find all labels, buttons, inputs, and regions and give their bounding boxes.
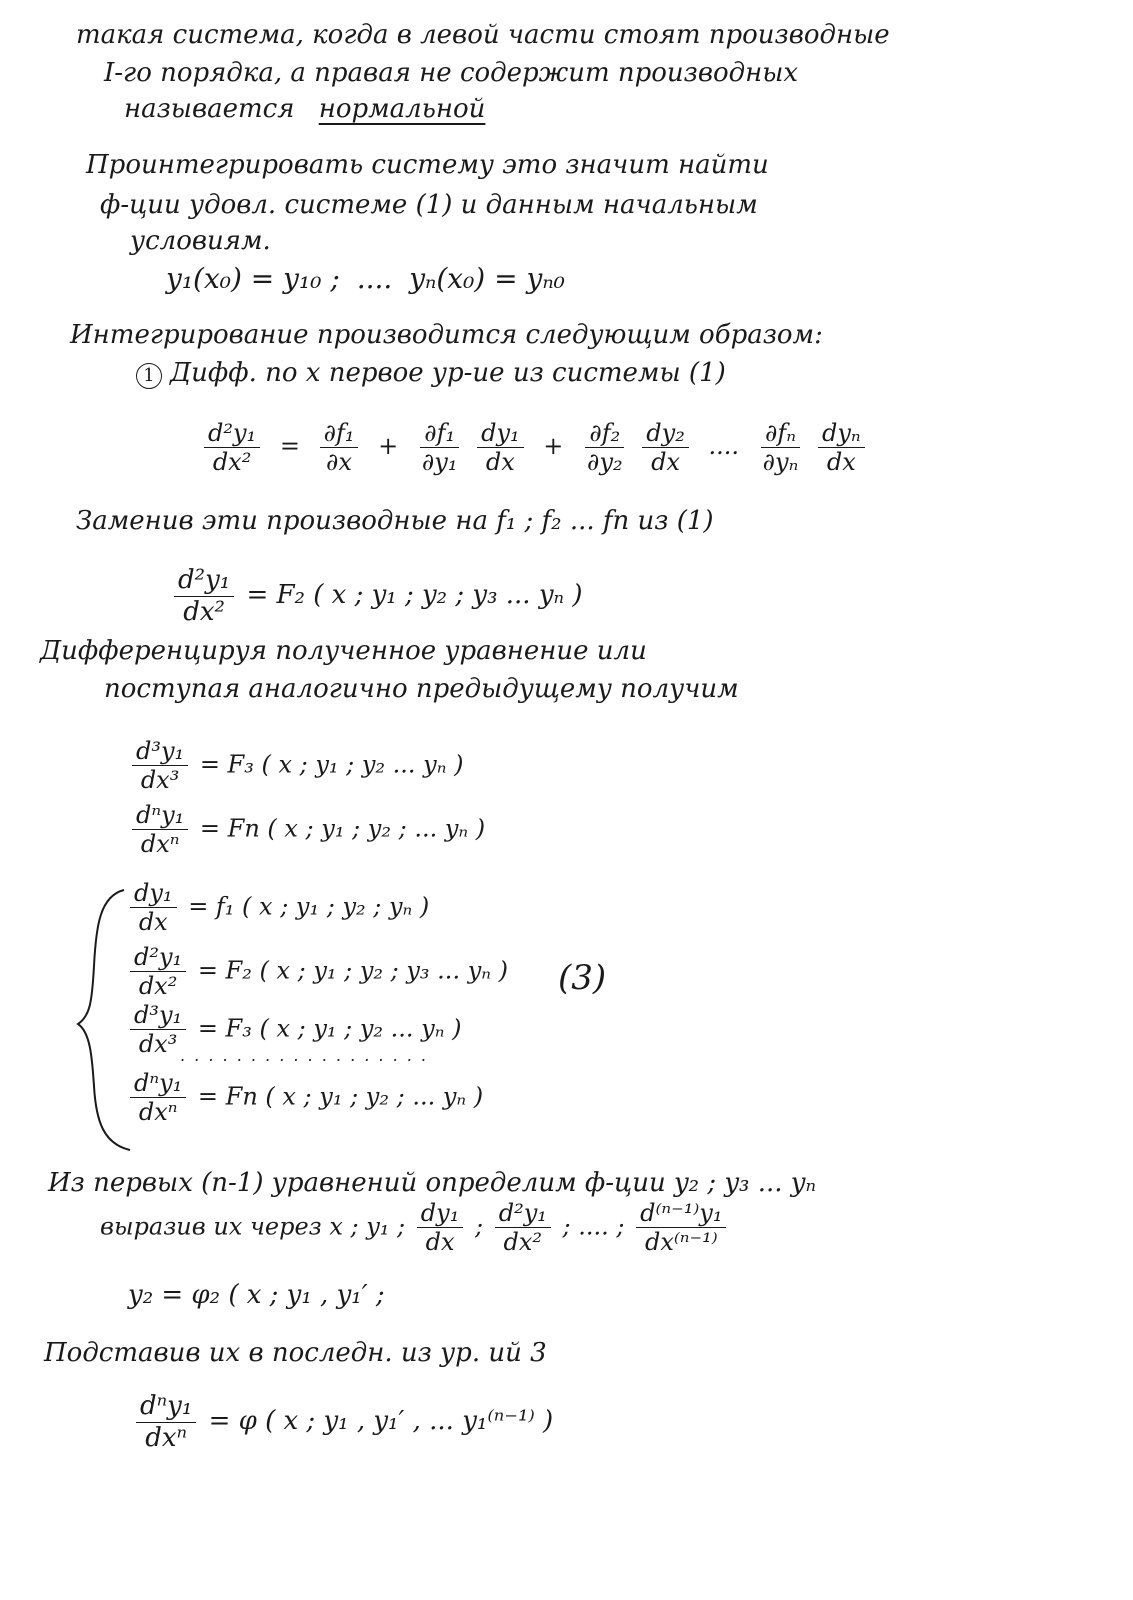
term-normal: нормальной xyxy=(318,94,486,124)
fraction: $\frac{\text{d²y₁}}{\text{dx²}}$ xyxy=(130,944,186,1000)
text-line xyxy=(124,94,485,124)
fraction: $\frac{\text{∂f₁}}{\text{∂y₁}}$ xyxy=(421,419,458,477)
initial-conditions xyxy=(166,262,565,295)
equation-rhs: = F₂ ( x ; y₁ ; y₂ ; y₃ ... yₙ ) xyxy=(246,580,583,611)
fraction: $\frac{\text{d³y₁}}{\text{dx³}}$ xyxy=(132,738,188,794)
fraction: $\frac{\text{∂f₁}}{\partial x}$ xyxy=(320,420,359,476)
equation-rhs: = f₁ ( x ; y₁ ; y₂ ; yₙ ) xyxy=(188,892,430,921)
equation-rhs: = Fn ( x ; y₁ ; y₂ ; ... yₙ ) xyxy=(199,814,486,843)
text-fragment: называется xyxy=(124,94,295,124)
text-line: такая система, когда в левой части стоят производные xyxy=(76,20,890,50)
fraction: $\frac{\text{∂f₂}}{\text{∂y₂}}$ xyxy=(587,419,623,477)
fraction: $\frac{\text{d³y₁}}{\text{dx³}}$ xyxy=(130,1002,186,1058)
step-number: 1 xyxy=(136,363,162,389)
text-line: I-го порядка, а правая не содержит производных xyxy=(104,58,799,88)
fraction: $\frac{\text{dⁿy₁}}{\text{dxⁿ}}$ xyxy=(132,802,188,858)
equation-rhs: = Fn ( x ; y₁ ; y₂ ; ... yₙ ) xyxy=(197,1082,484,1111)
text-line: ф-ции удовл. системе (1) и данным начальным xyxy=(100,190,758,220)
equation-fn xyxy=(128,802,485,858)
fraction: $\frac{\text{dy₁}}{dx}$ xyxy=(130,880,177,936)
system-brace xyxy=(74,886,134,1154)
fraction: $\frac{\text{dy₁}}{dx}$ xyxy=(477,420,524,476)
fraction: $\frac{\text{∂fₙ}}{\text{∂yₙ}}$ xyxy=(762,419,799,477)
system-row-1 xyxy=(126,880,429,936)
fraction: $\frac{\text{dⁿy₁}}{\text{dxⁿ}}$ xyxy=(130,1070,186,1126)
initial-dots: .... xyxy=(356,262,393,295)
fraction: $\frac{\text{d⁽ⁿ⁻¹⁾y₁}}{\text{dx⁽ⁿ⁻¹⁾}}$ xyxy=(636,1200,726,1256)
initial-right: yₙ(x₀) = yₙ₀ xyxy=(409,262,565,295)
system-row-4 xyxy=(126,1070,483,1126)
fraction: $\frac{\text{dyₙ}}{dx}$ xyxy=(818,420,865,476)
fraction: $\frac{\text{dⁿy₁}}{\text{dxⁿ}}$ xyxy=(136,1392,196,1452)
system-label: (3) xyxy=(558,958,607,998)
system-row-2 xyxy=(126,944,508,1000)
equation-rhs: = F₂ ( x ; y₁ ; y₂ ; y₃ ... yₙ ) xyxy=(197,956,508,985)
equation-rhs: = F₃ ( x ; y₁ ; y₂ ... yₙ ) xyxy=(199,750,464,779)
equation-rhs: = F₃ ( x ; y₁ ; y₂ ... yₙ ) xyxy=(197,1014,462,1043)
y2-expression: y₂ = φ₂ ( x ; y₁ , y₁′ ; xyxy=(128,1280,385,1310)
text-fragment: Дифф. по x первое ур-ие из системы (1) xyxy=(170,358,726,388)
text-fragment: выразив их через x ; y₁ ; xyxy=(100,1212,406,1241)
equation-rhs: = φ ( x ; y₁ , y₁′ , ... y₁⁽ⁿ⁻¹⁾ ) xyxy=(208,1406,554,1437)
initial-left: y₁(x₀) = y₁₀ ; xyxy=(166,262,340,295)
fraction: $\frac{\text{d²y₁}}{\text{dx²}}$ xyxy=(495,1200,551,1256)
text-line: Из первых (n-1) уравнений определим ф-ции y₂ ; y₃ ... yₙ xyxy=(48,1168,817,1198)
text-line: Проинтегрировать систему это значит найти xyxy=(86,150,769,180)
text-line: Интегрирование производится следующим образом: xyxy=(70,320,823,350)
fraction: $\frac{\text{dy₂}}{dx}$ xyxy=(642,420,689,476)
equation-phi xyxy=(132,1392,553,1452)
fraction: $\frac{\text{d²y₁}}{\text{dx²}}$ xyxy=(174,566,234,626)
equation-f3 xyxy=(128,738,463,794)
text-line: условиям. xyxy=(130,226,271,256)
text-line: поступая аналогично предыдущему получим xyxy=(104,674,739,704)
text-line: Заменив эти производные на f₁ ; f₂ ... fn из (1) xyxy=(76,506,714,536)
text-line xyxy=(136,358,726,389)
text-line: Подставив их в последн. из ур. ий 3 xyxy=(44,1338,547,1368)
text-line: выразив их через x ; y₁ ; $\frac{\text{dy₁}}{dx}$ ; $\frac{\text{d²y₁}}{\text{dx²}}$ ; .... ; $\frac{\text{d⁽ⁿ⁻¹⁾y₁}}{\text{dx⁽ⁿ⁻¹⁾}}$ xyxy=(100,1200,730,1256)
fraction: $\frac{\text{d²y₁}}{\text{dx²}}$ xyxy=(204,420,260,476)
chain-rule-equation: $\frac{\text{d²y₁}}{\text{dx²}}$ = $\frac{\text{∂f₁}}{\partial x}$ + $\frac{\text{∂f₁}}{\text{∂y₁}}$ $\frac{\text{dy₁}}{dx}$ + $\frac{\text{∂f₂}}{\text{∂y₂}}$ $\frac{\text{dy₂}}{dx}$ .... $\frac{\text{∂fₙ}}{\text{∂yₙ}}$ $\frac{\text{dyₙ}}{dx}$ xyxy=(200,420,869,476)
text-line: Дифференцируя полученное уравнение или xyxy=(40,636,647,666)
system-dots: . . . . . . . . . . . . . . . . . . xyxy=(180,1046,429,1065)
fraction: $\frac{\text{dy₁}}{dx}$ xyxy=(417,1200,464,1256)
equation-f2 xyxy=(170,566,582,626)
